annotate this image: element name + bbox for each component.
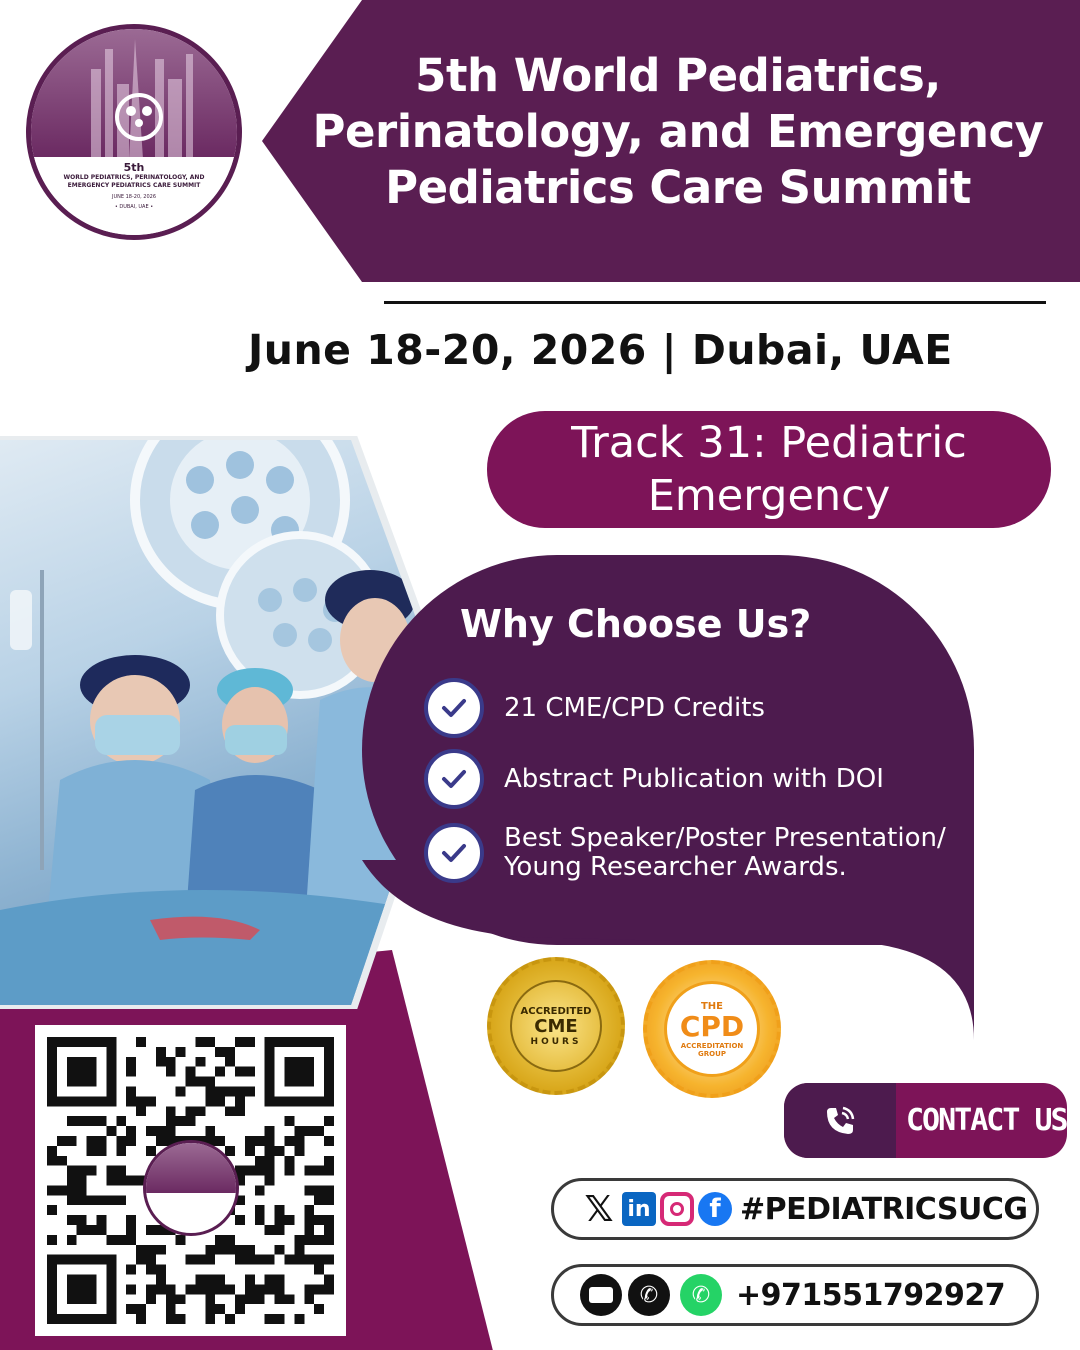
cpd-accreditation-badge — [643, 960, 781, 1098]
cpd-badge-line-2: CPD — [679, 1009, 745, 1043]
cme-accredited-badge — [487, 957, 625, 1095]
checkmark-icon — [424, 678, 484, 738]
event-title-line-1: 5th World Pediatrics, — [415, 49, 941, 102]
facebook-icon[interactable]: f — [698, 1192, 732, 1226]
logo-summit-name: WORLD PEDIATRICS, PERINATOLOGY, AND EMERGENCY PEDIATRICS CARE SUMMIT — [63, 173, 205, 189]
phone-number: +971551792927 — [736, 1277, 1006, 1313]
cme-badge-line-1: ACCREDITED — [520, 1005, 592, 1017]
contact-us-label: CONTACT US — [906, 1103, 1067, 1138]
benefit-line: 21 CME/CPD Credits — [504, 692, 765, 723]
event-date-location: June 18-20, 2026 | Dubai, UAE — [248, 326, 953, 374]
benefit-line: Young Researcher Awards. — [504, 852, 847, 882]
header-divider — [384, 301, 1046, 304]
benefit-item — [424, 749, 964, 809]
why-panel-tail — [760, 880, 974, 1040]
phone-contact-pill[interactable] — [551, 1264, 1039, 1326]
benefit-item — [424, 823, 964, 883]
hashtag-text: #PEDIATRICSUCG — [740, 1191, 1028, 1227]
track-pill — [487, 411, 1051, 528]
cpd-badge-seal — [664, 981, 760, 1077]
qr-center-logo — [143, 1140, 239, 1236]
cpd-badge-line-3: ACCREDITATION — [680, 1041, 744, 1050]
logo-edition: 5th — [123, 160, 145, 174]
social-hashtag-pill[interactable] — [551, 1178, 1039, 1240]
why-choose-title: Why Choose Us? — [460, 602, 812, 646]
whatsapp-icon[interactable]: ✆ — [680, 1274, 722, 1316]
benefit-line: Best Speaker/Poster Presentation/ — [504, 823, 946, 853]
linkedin-icon[interactable]: in — [622, 1192, 656, 1226]
track-line-1: Track 31: Pediatric — [571, 418, 967, 468]
contact-us-button[interactable] — [784, 1083, 1067, 1158]
benefit-item — [424, 678, 964, 738]
email-icon[interactable] — [580, 1274, 622, 1316]
logo-text-area — [31, 157, 237, 235]
benefit-text — [504, 694, 765, 723]
contact-icon-box — [784, 1083, 896, 1158]
event-title-line-3: Pediatrics Care Summit — [385, 161, 971, 214]
cme-badge-line-2: CME — [534, 1015, 578, 1037]
summit-logo — [26, 24, 242, 240]
instagram-icon[interactable] — [660, 1192, 694, 1226]
x-icon[interactable]: 𝕏 — [584, 1188, 614, 1230]
cpd-badge-line-4: GROUP — [698, 1049, 726, 1058]
phone-ringing-icon — [822, 1103, 858, 1139]
logo-date: JUNE 18-20, 2026 — [111, 193, 157, 200]
logo-location: • DUBAI, UAE • — [114, 203, 154, 210]
track-line-2: Emergency — [647, 471, 891, 521]
logo-skyline — [31, 29, 237, 157]
event-title-line-2: Perinatology, and Emergency — [312, 105, 1044, 158]
checkmark-icon — [424, 823, 484, 883]
phone-icon[interactable]: ✆ — [628, 1274, 670, 1316]
cme-badge-line-3: HOURS — [530, 1036, 582, 1047]
cme-badge-seal — [510, 980, 602, 1072]
benefit-text — [504, 765, 884, 794]
benefit-text — [504, 824, 946, 882]
checkmark-icon — [424, 749, 484, 809]
benefit-line: Abstract Publication with DOI — [504, 763, 884, 794]
cpd-badge-line-1: THE — [700, 1000, 724, 1012]
event-title — [278, 48, 1078, 216]
